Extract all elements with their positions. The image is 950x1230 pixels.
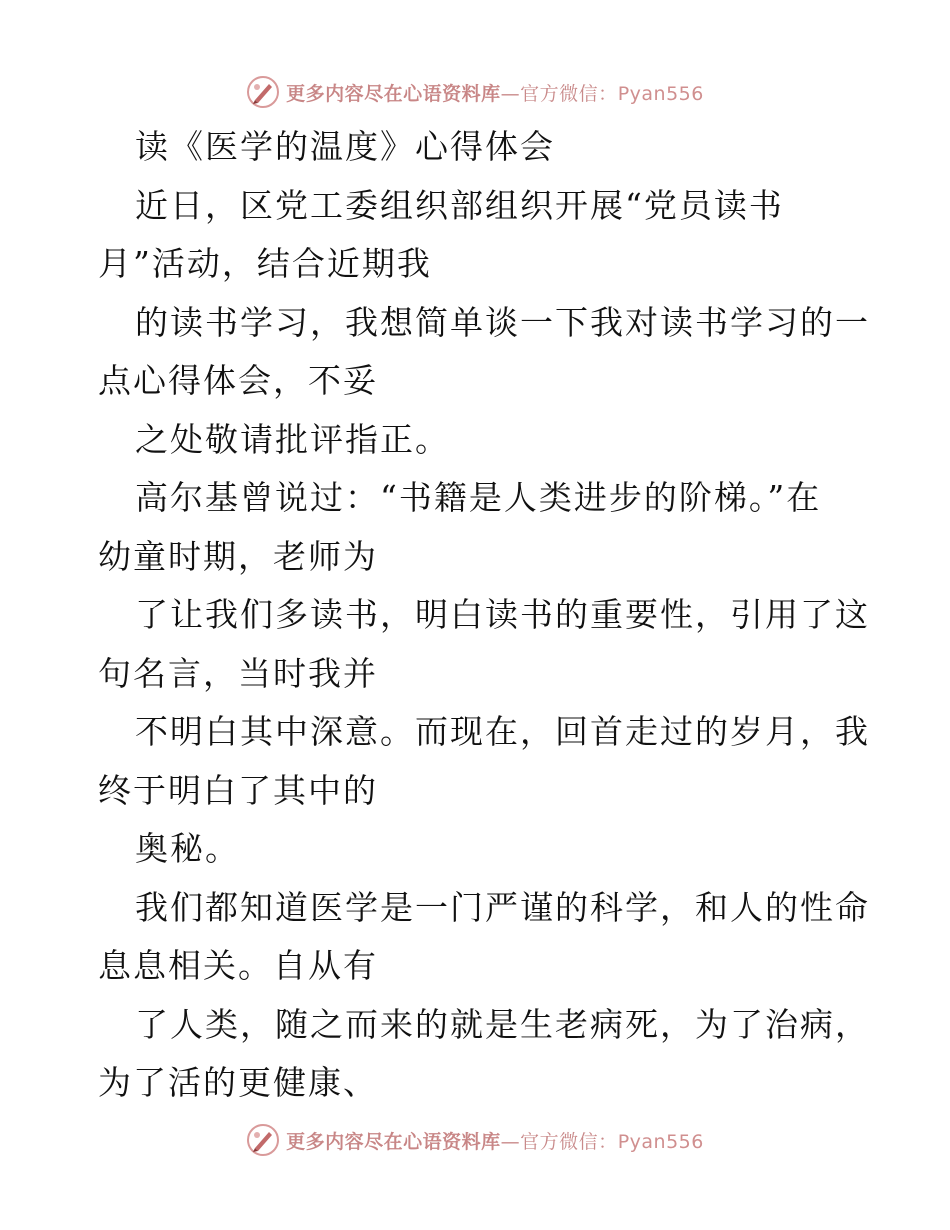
paragraph-line: 奥秘。 [135, 829, 240, 868]
paragraph-line: 终于明白了其中的 [98, 771, 378, 810]
pen-logo-icon [246, 1123, 280, 1157]
paragraph-line: 我们都知道医学是一门严谨的科学，和人的性命 [135, 888, 870, 927]
paragraph-line: 了让我们多读书，明白读书的重要性，引用了这 [135, 595, 870, 634]
watermark-wechat-id: Pyan556 [617, 1130, 704, 1153]
paragraph-line: 之处敬请批评指正。 [135, 420, 450, 459]
paragraph-line: 月”活动，结合近期我 [98, 244, 432, 283]
paragraph-line: 的读书学习，我想简单谈一下我对读书学习的一 [135, 303, 870, 342]
watermark-text [286, 1127, 704, 1154]
watermark-brand: 更多内容尽在心语资料库 [286, 82, 501, 105]
paragraph-line: 了人类，随之而来的就是生老病死，为了治病， [135, 1005, 870, 1044]
watermark-separator: — [500, 1130, 521, 1153]
paragraph-line: 不明白其中深意。而现在，回首走过的岁月，我 [135, 712, 870, 751]
watermark-brand: 更多内容尽在心语资料库 [286, 1130, 501, 1153]
paragraph-line: 幼童时期，老师为 [98, 537, 378, 576]
paragraph-line: 句名言，当时我并 [98, 654, 378, 693]
paragraph-line: 近日，区党工委组织部组织开展“党员读书 [135, 186, 784, 225]
paragraph-line: 为了活的更健康、 [98, 1063, 378, 1102]
paragraph-line: 高尔基曾说过：“书籍是人类进步的阶梯。”在 [135, 478, 822, 517]
paragraph-line: 点心得体会，不妥 [98, 361, 378, 400]
watermark-label: 官方微信： [520, 82, 618, 105]
footer-watermark [0, 1120, 950, 1160]
watermark-label: 官方微信： [520, 1130, 618, 1153]
paragraph-line: 息息相关。自从有 [98, 946, 378, 985]
document-title: 读《医学的温度》心得体会 [135, 127, 555, 166]
watermark-wechat-id: Pyan556 [617, 82, 704, 105]
watermark-separator: — [500, 82, 521, 105]
